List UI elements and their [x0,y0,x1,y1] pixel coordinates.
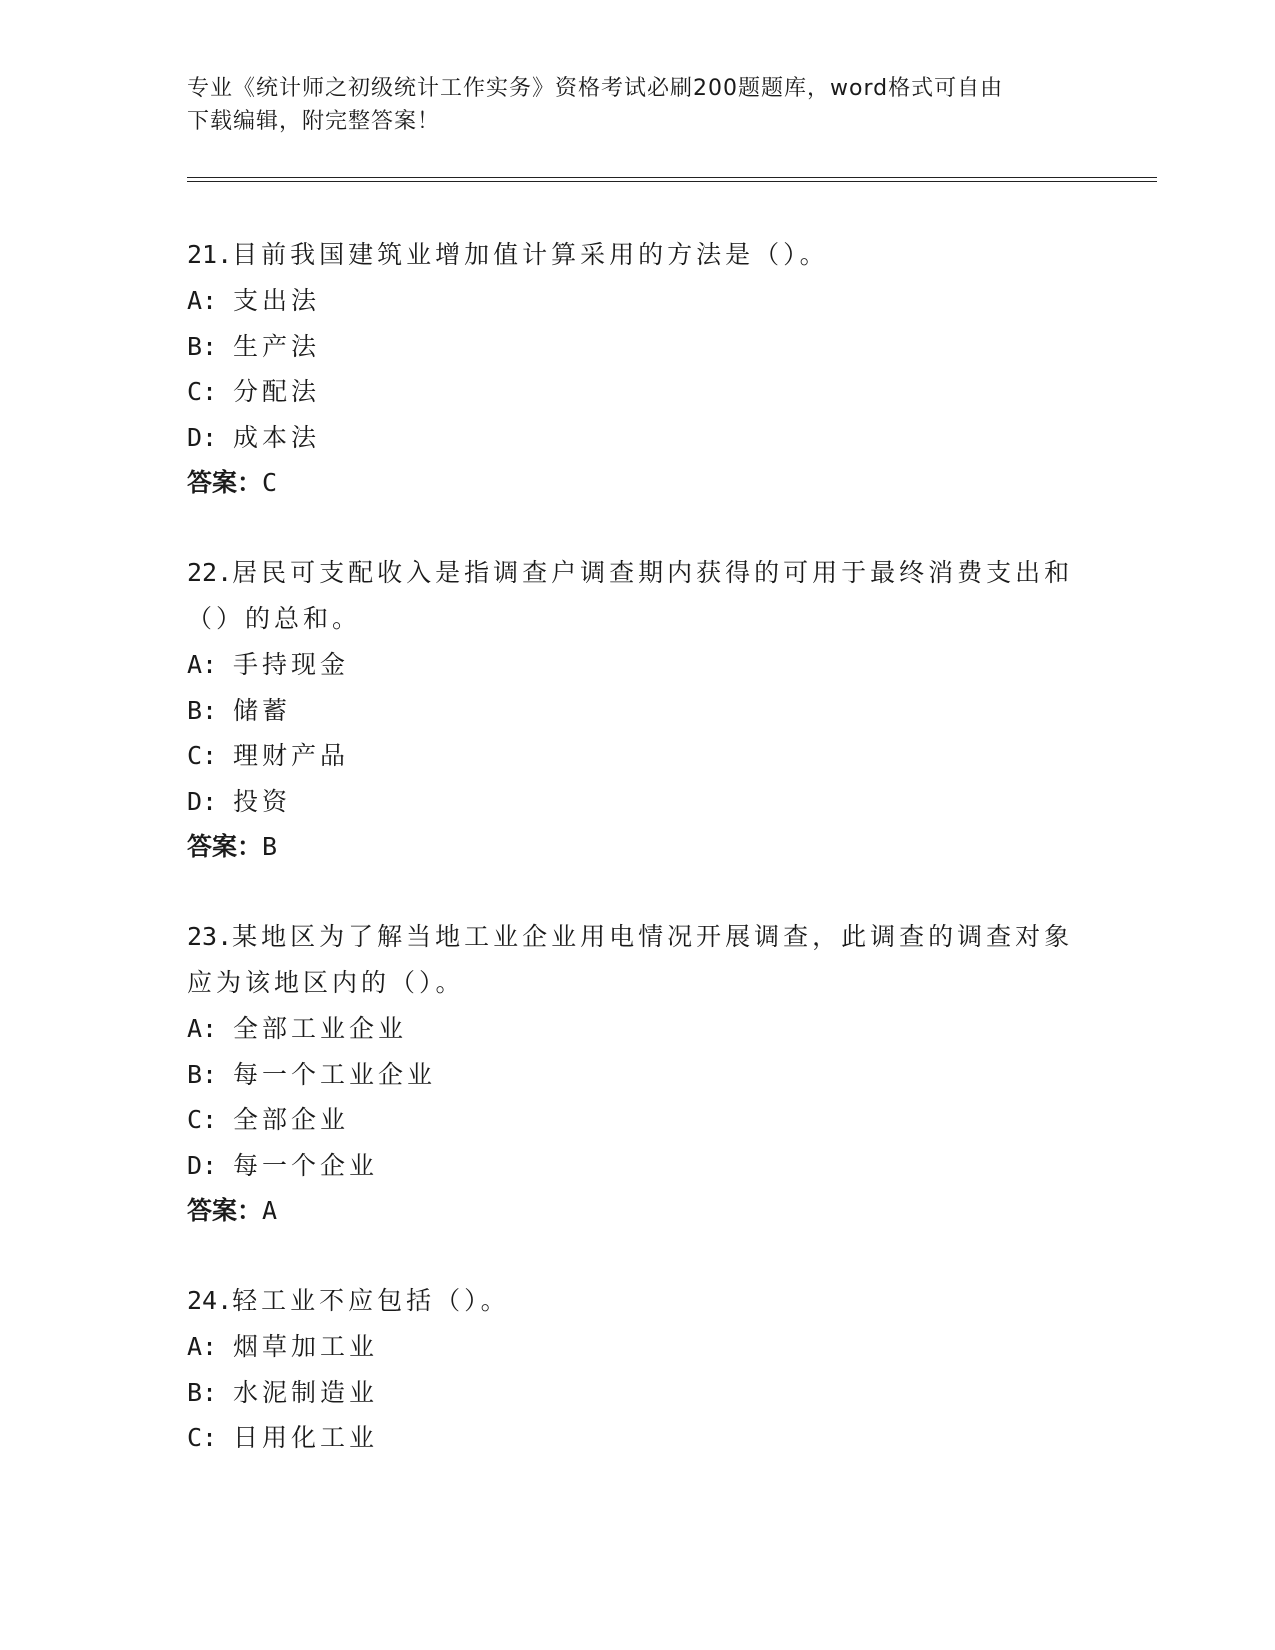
option-key: B: [187,331,218,361]
question-number: 22. [187,558,233,587]
question-number: 23. [187,922,233,951]
option-key: B: [187,1059,218,1089]
question-number: 24. [187,1286,233,1315]
option-text: 全部工业企业 [233,1014,408,1043]
question-stem-line [187,232,1087,278]
answer-label: 答案： [187,832,263,861]
document-header [187,72,1087,138]
option-key: A: [187,1014,218,1043]
option-key: A: [187,650,218,679]
question-1 [187,232,1087,505]
option-row [187,1324,1087,1370]
option-key: C: [187,1105,218,1134]
answer-value: B [262,832,278,861]
option-row [187,1370,1087,1416]
question-stem-line [187,550,1087,596]
option-row [187,1052,1087,1098]
question-stem-line [187,914,1087,960]
header-double-rule [187,177,1157,182]
option-text: 全部企业 [233,1105,350,1134]
option-key: C: [187,741,218,770]
option-key: C: [187,1423,218,1452]
option-row [187,369,1087,415]
option-text: 水泥制造业 [233,1377,379,1407]
option-text: 手持现金 [233,650,350,679]
question-stem-line [187,596,1087,642]
option-row [187,779,1087,825]
option-text: 投资 [233,786,292,816]
option-row [187,1415,1087,1461]
option-text: 理财产品 [233,741,350,770]
option-text: 每一个企业 [233,1150,379,1180]
option-key: A: [187,286,218,315]
option-key: B: [187,1377,218,1407]
question-stem-line [187,960,1087,1006]
answer-label: 答案： [187,1196,263,1225]
question-list [187,232,1087,1506]
option-key: D: [187,786,218,816]
question-3 [187,914,1087,1233]
option-row [187,1006,1087,1052]
option-text: 烟草加工业 [233,1332,379,1361]
option-text: 储蓄 [233,695,292,725]
option-text: 支出法 [233,286,321,315]
question-2 [187,550,1087,869]
option-key: A: [187,1332,218,1361]
option-row [187,1097,1087,1143]
answer-line [187,1188,1087,1233]
option-row [187,688,1087,734]
question-number: 21. [187,240,233,269]
question-stem-text: 轻工业不应包括（）。 [232,1286,510,1315]
header-line-1: 专业《统计师之初级统计工作实务》资格考试必刷200题题库，word格式可自由 [187,76,1004,101]
option-row [187,1143,1087,1189]
option-key: C: [187,377,218,406]
option-text: 生产法 [233,331,321,361]
header-line-2: 下载编辑，附完整答案！ [187,109,441,134]
option-row [187,278,1087,324]
option-text: 每一个工业企业 [233,1059,437,1089]
option-row [187,324,1087,370]
answer-value: C [262,468,278,497]
option-key: B: [187,695,218,725]
question-stem-text: 目前我国建筑业增加值计算采用的方法是（）。 [232,240,829,269]
question-stem-text: 居民可支配收入是指调查户调查期内获得的可用于最终消费支出和 [232,558,1074,587]
option-text: 成本法 [233,422,321,452]
option-key: D: [187,422,218,452]
answer-line [187,460,1087,505]
option-row [187,733,1087,779]
option-text: 日用化工业 [233,1423,379,1452]
option-key: D: [187,1150,218,1180]
question-stem-line [187,1278,1087,1324]
option-text: 分配法 [233,377,321,406]
answer-label: 答案： [187,468,263,497]
answer-value: A [262,1196,278,1225]
option-row [187,415,1087,461]
question-stem-text: 应为该地区内的（）。 [187,968,465,997]
question-stem-text: （）的总和。 [187,604,362,633]
question-4 [187,1278,1087,1461]
answer-line [187,824,1087,869]
question-stem-text: 某地区为了解当地工业企业用电情况开展调查，此调查的调查对象 [232,922,1074,951]
option-row [187,642,1087,688]
